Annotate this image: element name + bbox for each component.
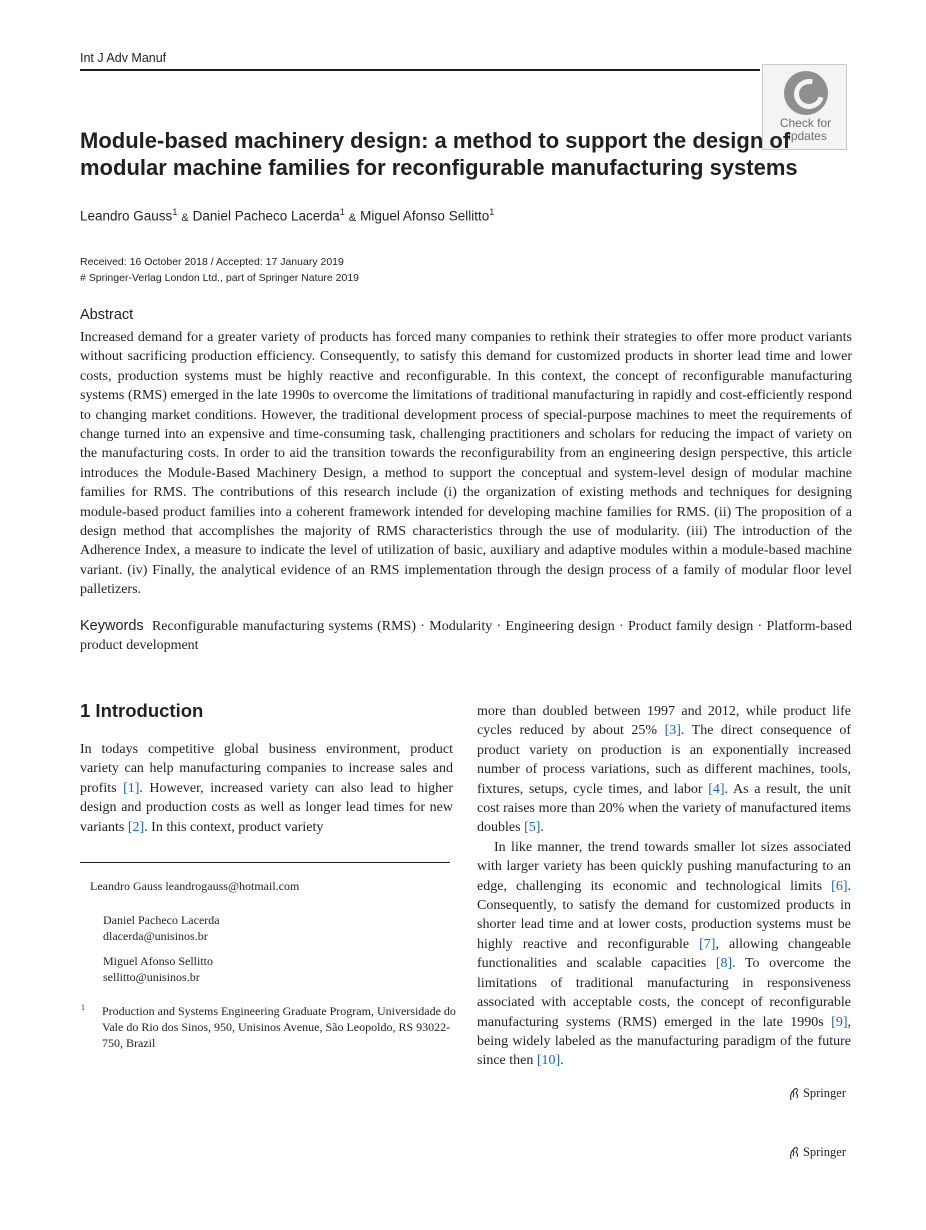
author-name[interactable]: Leandro Gauss — [80, 208, 173, 224]
article-dates — [80, 254, 359, 286]
received-accepted: Received: 16 October 2018 / Accepted: 17 January 2019 — [80, 256, 344, 268]
citation-link[interactable]: [3] — [664, 723, 681, 739]
section-heading: 1 Introduction — [80, 700, 204, 721]
citation-link[interactable]: [7] — [699, 936, 716, 952]
author-contact: Miguel Afonso Sellitto sellitto@unisinos.br — [103, 954, 214, 984]
keywords — [80, 617, 852, 656]
citation-link[interactable]: [4] — [708, 781, 725, 797]
update-icon — [784, 71, 828, 115]
citation-link[interactable]: [1] — [123, 780, 140, 796]
author-separator: & — [348, 211, 357, 224]
intro-paragraph-3: In like manner, the trend towards smaller lot sizes associated with larger variety has been quickly pushing manufacturing to an edge, challenging its economic and technological limits [6]. Consequently, to satisfy the demand for customized products in shorter lead time and at lower costs, production systems must be highly reactive and reconfigurable [7], allowing changeable functionalities and scalable capacities [8]. To overcome the limitations of traditional manufacturing in responsiveness associated with acceptable costs, the concept of reconfigurable manufacturing systems (RMS) emerged in the late 1990s [9], being widely labeled as the manufacturing paradigm of the future since then [10]. — [477, 839, 851, 1069]
right-column — [477, 702, 851, 1071]
keywords-text: Reconfigurable manufacturing systems (RMS) · Modularity · Engineering design · Product family design · Platform-based product development — [80, 619, 852, 654]
author-name[interactable]: Miguel Afonso Sellitto — [360, 208, 490, 224]
springer-logo: Springer — [788, 1145, 846, 1160]
citation-link[interactable]: [8] — [715, 956, 733, 972]
email-link[interactable]: sellitto@unisinos.br — [103, 970, 200, 984]
springer-horse-icon — [788, 1146, 800, 1160]
author-name[interactable]: Daniel Pacheco Lacerda — [192, 208, 340, 224]
footnote-mark: 1 — [81, 1003, 85, 1012]
springer-logo: Springer — [788, 1086, 846, 1101]
footnote-rule — [80, 862, 450, 863]
abstract-heading: Abstract — [80, 307, 134, 323]
citation-link[interactable]: [6] — [831, 878, 848, 894]
citation-link[interactable]: [10] — [536, 1053, 561, 1069]
intro-paragraph-1: In todays competitive global business environment, product variety can help manufacturing companies to increase sales and profits [1]. However, increased variety can also lead to higher design and production costs as well as longer lead times for new variants [2]. In this context, product variety — [80, 742, 453, 835]
badge-line2: updates — [784, 129, 827, 143]
intro-paragraph-2: more than doubled between 1997 and 2012, while product life cycles reduced by about 25% [3]. The direct consequence of product variety on production is an exponentially increased number of process variations, such as different machines, tools, fixtures, setups, cycle times, and labor [4]. As a result, the unit cost raises more than 20% when the variety of manufactured items doubles [5]. — [477, 704, 851, 836]
journal-name: Int J Adv Manuf — [80, 51, 167, 65]
author-affiliation-mark: 1 — [172, 207, 178, 217]
citation-link[interactable]: [9] — [831, 1014, 848, 1030]
affiliation-footnote: Production and Systems Engineering Graduate Program, Universidade do Vale do Rio dos Sinos, 950, Unisinos Avenue, São Leopoldo, RS 93022-750, Brazil — [102, 1004, 456, 1050]
article-title: Module-based machinery design: a method to support the design of modular machine families for reconfigurable manufacturing systems — [80, 128, 798, 180]
author-contact: Daniel Pacheco Lacerda dlacerda@unisinos.br — [103, 913, 220, 943]
badge-line1: Check for — [779, 116, 832, 130]
email-link[interactable]: leandrogauss@hotmail.com — [165, 879, 300, 893]
author-affiliation-mark: 1 — [489, 207, 495, 217]
author-list — [80, 207, 494, 224]
copyright-line: # Springer-Verlag London Ltd., part of Springer Nature 2019 — [80, 272, 360, 284]
citation-link[interactable]: [5] — [524, 820, 541, 836]
author-separator: & — [181, 211, 189, 224]
springer-horse-icon — [788, 1087, 800, 1101]
citation-link[interactable]: [2] — [127, 819, 145, 835]
keywords-label: Keywords — [80, 618, 144, 634]
email-link[interactable]: dlacerda@unisinos.br — [103, 929, 208, 943]
corresponding-author: Leandro Gauss leandrogauss@hotmail.com — [90, 879, 300, 893]
author-affiliation-mark: 1 — [339, 207, 345, 217]
header-rule — [80, 69, 760, 71]
abstract-text: Increased demand for a greater variety of products has forced many companies to rethink their strategies to offer more product variants without sacrificing production efficiency. Consequently, to satisfy this demand for customized products in shorter lead time and lower costs, production systems must be highly reactive and reconfigurable. In this context, the concept of reconfigurable manufacturing systems (RMS) emerged in the late 1990s to overcome the limitations of traditional manufacturing in rapidly and cost-efficiently respond to changing market conditions. However, the traditional development process of special-purpose machines to meet the requirements of change turned into an expensive and time-consuming task, challenging practitioners and scholars for reducing the impact of variety on the manufacturing costs. In order to aid the transition towards the reconfigurability from an engineering design perspective, this article introduces the Module-Based Machinery Design, a method to support the conceptual and system-level design of modular machine families for RMS. The contributions of this research include (i) the organization of existing methods and techniques for designing module-based product families into a coherent framework intended for developing machine families for RMS. (ii) The proposition of a design method that accomplishes the majority of RMS characteristics through the use of modularity. (iii) The introduction of the Adherence Index, a measure to indicate the level of utilization of basic, auxiliary and adaptive modules within a module-based machine variant. (iv) Finally, the analytical evidence of an RMS implementation through the design process of a family of modular floor level palletizers. — [80, 330, 852, 598]
